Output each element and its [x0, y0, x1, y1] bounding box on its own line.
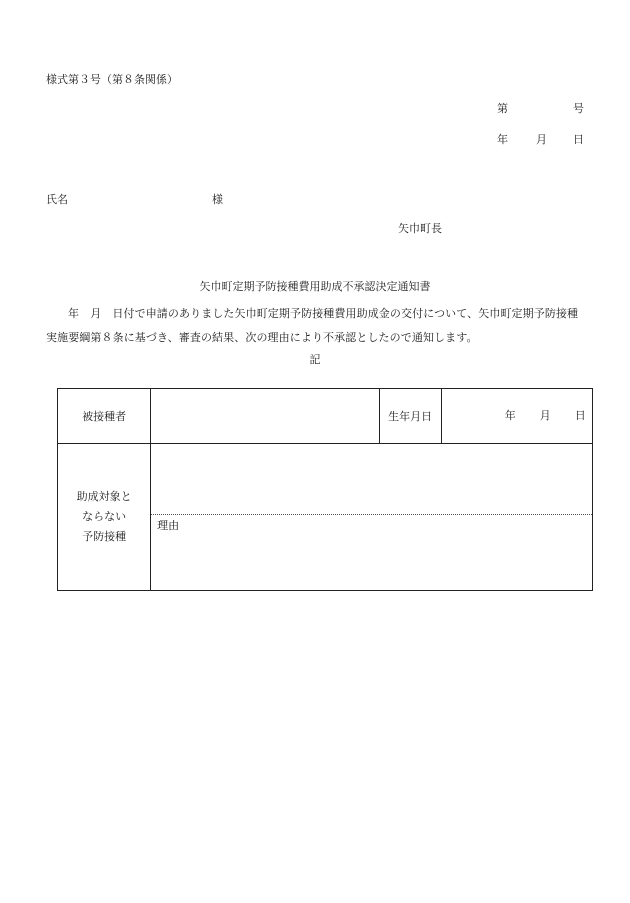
- vaccine-label-line2: ならない: [82, 510, 127, 523]
- dob-year: 年: [504, 409, 516, 422]
- details-table: [57, 388, 593, 591]
- addressee-name-label: 氏名: [46, 193, 68, 206]
- issue-date-year: 年: [497, 133, 508, 146]
- issue-date-month: 月: [536, 133, 547, 146]
- reason-label: 理由: [157, 519, 180, 532]
- dob-day: 日: [574, 409, 586, 422]
- vaccine-details-cell[interactable]: [151, 444, 593, 591]
- ki-heading: 記: [309, 353, 321, 366]
- vaccinee-row: [58, 389, 593, 444]
- body-text: 年 月 日付で申請のありました矢巾町定期予防接種費用助成金の交付について、矢巾町定期予防接種実施要綱第８条に基づき、審査の結果、次の理由により不承認としたので通知します。: [46, 307, 579, 344]
- dob-month: 月: [539, 409, 551, 422]
- form-number: 様式第３号（第８条関係）: [46, 73, 178, 86]
- addressee-honorific: 様: [212, 193, 223, 206]
- vaccine-row: [58, 444, 593, 591]
- vaccine-name-field[interactable]: [151, 444, 592, 515]
- issuer: 矢巾町長: [398, 222, 442, 235]
- document-number-suffix: 号: [573, 102, 584, 115]
- document-number-prefix: 第: [497, 102, 508, 115]
- document-title: 矢巾町定期予防接種費用助成不承認決定通知書: [199, 280, 431, 293]
- vaccinee-label: 被接種者: [58, 389, 151, 444]
- vaccine-label-line1: 助成対象と: [76, 490, 132, 503]
- non-eligible-vaccine-label: [58, 444, 151, 591]
- vaccine-label-line3: 予防接種: [82, 530, 127, 543]
- vaccinee-name-field[interactable]: [151, 389, 379, 444]
- dob-label: 生年月日: [379, 389, 441, 444]
- dob-field[interactable]: [441, 389, 592, 444]
- issue-date-day: 日: [573, 133, 584, 146]
